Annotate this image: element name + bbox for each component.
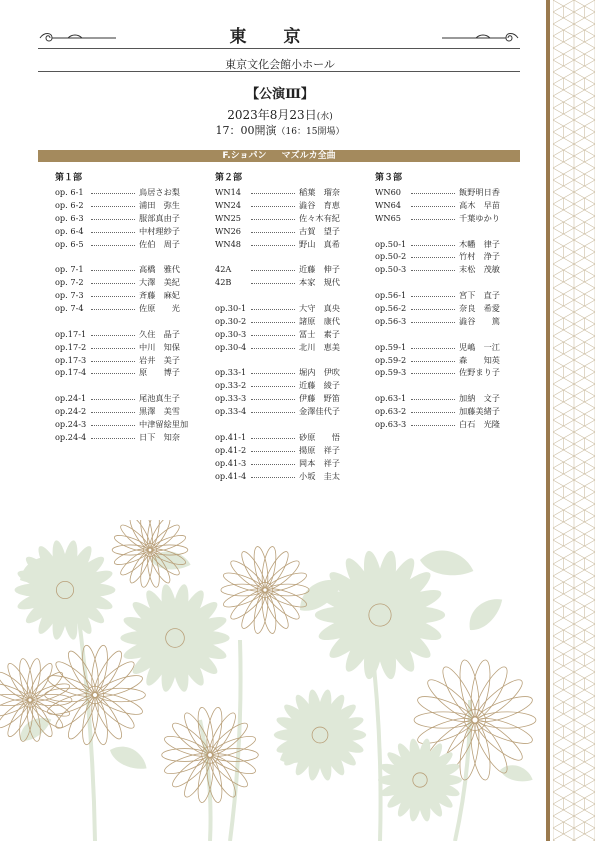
performer-name: 砂原 悟	[299, 431, 340, 442]
opus-number: WN26	[215, 225, 241, 236]
opus-number: WN24	[215, 199, 241, 210]
opus-number: op. 6-4	[55, 225, 84, 236]
start-time: 17：00開演	[215, 124, 277, 137]
performer-name: 本家 規代	[299, 277, 340, 288]
row-spacer	[55, 250, 190, 263]
left-flourish-icon	[38, 30, 118, 44]
performer-name: 高橋 雅代	[139, 264, 180, 275]
program-row	[55, 263, 190, 276]
row-spacer	[375, 379, 510, 392]
opus-number: op. 6-5	[55, 238, 84, 249]
performer-name: 斉藤 麻妃	[139, 290, 180, 301]
program-row	[215, 315, 350, 328]
part-2-column	[215, 170, 350, 482]
right-flourish-icon	[440, 30, 520, 44]
opus-number: op.30-2	[215, 315, 247, 326]
leader-dots	[411, 412, 455, 413]
performer-name: 黒澤 美雪	[139, 406, 180, 417]
program-row	[55, 354, 190, 367]
row-spacer	[215, 250, 350, 263]
opus-number: op.63-2	[375, 406, 407, 417]
performer-name: 中津留絵里加	[139, 419, 189, 430]
opus-number: 42A	[215, 264, 232, 275]
program-row	[215, 470, 350, 483]
program-row	[375, 392, 510, 405]
program-row	[375, 199, 510, 212]
performer-name: 稲葉 瑠奈	[299, 187, 340, 197]
program-row	[55, 225, 190, 238]
header-rule-bottom	[38, 71, 520, 72]
opus-number: WN64	[375, 199, 401, 210]
leader-dots	[411, 296, 455, 297]
program-row	[375, 289, 510, 302]
performer-name: 諸原 康代	[299, 315, 340, 326]
leader-dots	[91, 309, 135, 310]
opus-number: WN48	[215, 238, 241, 249]
program-row	[375, 263, 510, 276]
part-3-column	[375, 170, 510, 431]
leader-dots	[411, 219, 455, 220]
performer-name: 鳥居さお梨	[139, 187, 180, 197]
program-row	[215, 186, 350, 199]
leader-dots	[251, 270, 295, 271]
performer-name: 飯野明日香	[459, 187, 500, 197]
program-row	[375, 238, 510, 251]
leader-dots	[251, 438, 295, 439]
performer-name: 佐野まり子	[459, 367, 500, 378]
opus-number: op.30-3	[215, 328, 247, 339]
opus-number: op.50-1	[375, 238, 407, 249]
performer-name: 野山 真希	[299, 238, 340, 249]
performer-name: 加藤美緒子	[459, 406, 500, 417]
row-spacer	[55, 315, 190, 328]
composer: F.ショパン	[222, 151, 267, 161]
performer-name: 中村理紗子	[139, 225, 180, 236]
concert-time	[0, 122, 560, 138]
performer-name: 近藤 伸子	[299, 264, 340, 275]
opus-number: op.56-3	[375, 315, 407, 326]
opus-number: op.17-4	[55, 367, 87, 378]
header-rule-top	[38, 48, 520, 49]
opus-number: op.17-3	[55, 354, 87, 365]
performer-name: 竹村 浄子	[459, 251, 500, 262]
performer-name: 金澤佳代子	[299, 406, 340, 417]
performer-name: 小坂 圭太	[299, 470, 340, 481]
program-row	[55, 341, 190, 354]
leader-dots	[91, 245, 135, 246]
program-row	[55, 276, 190, 289]
leader-dots	[91, 206, 135, 207]
part-heading: 第２部	[215, 173, 243, 183]
performer-name: 大澤 美紀	[139, 277, 180, 288]
performer-name: 近藤 綾子	[299, 380, 340, 391]
leader-dots	[251, 206, 295, 207]
program-title: マズルカ全曲	[281, 151, 336, 161]
program-row	[215, 405, 350, 418]
leader-dots	[251, 477, 295, 478]
leader-dots	[411, 361, 455, 362]
performer-name: 木幡 律子	[459, 238, 500, 249]
program-row	[55, 212, 190, 225]
opus-number: op.56-2	[375, 303, 407, 314]
program-banner	[38, 150, 520, 162]
performer-name: 佐々木有紀	[299, 212, 340, 223]
program-row	[55, 199, 190, 212]
leader-dots	[411, 309, 455, 310]
performer-name: 高木 早苗	[459, 199, 500, 210]
leader-dots	[251, 309, 295, 310]
program-row	[215, 457, 350, 470]
leader-dots	[251, 335, 295, 336]
leader-dots	[251, 464, 295, 465]
program-row	[375, 418, 510, 431]
program-row	[55, 392, 190, 405]
performer-name: 岡本 祥子	[299, 457, 340, 468]
opus-number: op.30-1	[215, 303, 247, 314]
opus-number: op. 6-1	[55, 187, 84, 197]
performer-name: 白石 光隆	[459, 419, 500, 430]
opus-number: op. 7-3	[55, 290, 84, 301]
performance-label: 【公演Ⅲ】	[246, 87, 314, 102]
program-row	[375, 366, 510, 379]
program-row	[55, 328, 190, 341]
program-row	[215, 379, 350, 392]
performer-name: 岩井 美子	[139, 354, 180, 365]
leader-dots	[251, 322, 295, 323]
opus-number: op. 7-1	[55, 264, 84, 275]
leader-dots	[251, 451, 295, 452]
leader-dots	[251, 232, 295, 233]
city-title: 東 京	[229, 27, 311, 47]
leader-dots	[251, 399, 295, 400]
leader-dots	[91, 193, 135, 194]
leader-dots	[251, 219, 295, 220]
performer-name: 尾池真生子	[139, 393, 180, 404]
performer-name: 加納 文子	[459, 393, 500, 404]
leader-dots	[91, 296, 135, 297]
opus-number: op.17-1	[55, 328, 87, 339]
leader-dots	[251, 386, 295, 387]
opus-number: op.24-1	[55, 393, 87, 404]
date-text: 2023年8月23日	[227, 108, 317, 122]
performer-name: 冨士 素子	[299, 328, 340, 339]
performer-name: 大守 真央	[299, 303, 340, 314]
row-spacer	[375, 276, 510, 289]
program-row	[375, 250, 510, 263]
program-row	[215, 276, 350, 289]
leader-dots	[411, 206, 455, 207]
opus-number: op.59-2	[375, 354, 407, 365]
program-row	[215, 366, 350, 379]
opus-number: WN60	[375, 187, 401, 197]
leader-dots	[411, 348, 455, 349]
leader-dots	[411, 257, 455, 258]
part-1-column	[55, 170, 190, 444]
leader-dots	[91, 412, 135, 413]
performer-name: 古賀 望子	[299, 225, 340, 236]
performer-name: 日下 知奈	[139, 431, 180, 442]
program-row	[55, 418, 190, 431]
opus-number: op.17-2	[55, 341, 87, 352]
opus-number: op. 7-4	[55, 303, 84, 314]
opus-number: WN65	[375, 212, 401, 223]
part-heading: 第３部	[375, 173, 403, 183]
leader-dots	[91, 361, 135, 362]
program-row	[215, 212, 350, 225]
opus-number: op. 6-2	[55, 199, 84, 210]
opus-number: op.33-3	[215, 393, 247, 404]
leader-dots	[251, 348, 295, 349]
performer-name: 堀内 伊吹	[299, 367, 340, 378]
opus-number: op.41-4	[215, 470, 247, 481]
opus-number: op.63-1	[375, 393, 407, 404]
program-row	[55, 289, 190, 302]
leader-dots	[251, 245, 295, 246]
program-row	[55, 366, 190, 379]
performer-name: 千葉ゆかり	[459, 212, 500, 223]
program-row	[55, 238, 190, 251]
opus-number: op.41-3	[215, 457, 247, 468]
leader-dots	[411, 322, 455, 323]
performer-name: 奈良 希愛	[459, 303, 500, 314]
performer-name: 佐伯 周子	[139, 238, 180, 249]
leader-dots	[251, 373, 295, 374]
program-row	[55, 405, 190, 418]
weekday: (水)	[316, 112, 333, 122]
leader-dots	[411, 270, 455, 271]
row-spacer	[215, 354, 350, 367]
chrysanthemum-illustration	[0, 520, 545, 841]
part-heading: 第１部	[55, 173, 83, 183]
opus-number: op. 6-3	[55, 212, 84, 223]
leader-dots	[91, 373, 135, 374]
program-row	[55, 302, 190, 315]
opus-number: op.50-2	[375, 251, 407, 262]
leader-dots	[411, 373, 455, 374]
row-spacer	[375, 328, 510, 341]
program-row	[215, 199, 350, 212]
row-spacer	[215, 289, 350, 302]
row-spacer	[375, 225, 510, 238]
leader-dots	[251, 283, 295, 284]
opus-number: op.59-3	[375, 367, 407, 378]
leader-dots	[251, 412, 295, 413]
opus-number: op.33-1	[215, 367, 247, 378]
opus-number: op. 7-2	[55, 277, 84, 288]
opus-number: op.33-4	[215, 406, 247, 417]
leader-dots	[411, 193, 455, 194]
program-row	[375, 186, 510, 199]
program-row	[215, 341, 350, 354]
opus-number: WN25	[215, 212, 241, 223]
program-row	[375, 315, 510, 328]
leader-dots	[91, 348, 135, 349]
program-row	[215, 328, 350, 341]
program-row	[215, 238, 350, 251]
leader-dots	[91, 425, 135, 426]
opus-number: op.24-2	[55, 406, 87, 417]
opus-number: op.59-1	[375, 341, 407, 352]
leader-dots	[91, 438, 135, 439]
opus-number: op.33-2	[215, 380, 247, 391]
program-row	[375, 212, 510, 225]
performer-name: 澁谷 篤	[459, 315, 500, 326]
hall-name: 東京文化会館小ホール	[225, 58, 335, 71]
performer-name: 原 博子	[139, 367, 180, 378]
opus-number: op.41-1	[215, 431, 247, 442]
leader-dots	[91, 399, 135, 400]
performer-name: 澁谷 育恵	[299, 199, 340, 210]
leader-dots	[411, 399, 455, 400]
leader-dots	[91, 283, 135, 284]
opus-number: op.56-1	[375, 290, 407, 301]
opus-number: op.30-4	[215, 341, 247, 352]
opus-number: op.63-3	[375, 419, 407, 430]
performer-name: 浦田 弥生	[139, 199, 180, 210]
opus-number: op.50-3	[375, 264, 407, 275]
performer-name: 佐原 光	[139, 303, 180, 314]
performer-name: 揚原 祥子	[299, 444, 340, 455]
leader-dots	[411, 245, 455, 246]
program-row	[215, 392, 350, 405]
program-row	[55, 186, 190, 199]
open-time: （16：15開場）	[276, 127, 345, 137]
performer-name: 久住 晶子	[139, 328, 180, 339]
row-spacer	[55, 379, 190, 392]
opus-number: 42B	[215, 277, 232, 288]
opus-number: WN14	[215, 187, 241, 197]
program-row	[215, 431, 350, 444]
leader-dots	[91, 232, 135, 233]
program-row	[375, 302, 510, 315]
performer-name: 北川 恵美	[299, 341, 340, 352]
performer-name: 児嶋 一江	[459, 341, 500, 352]
performer-name: 服部真由子	[139, 212, 180, 223]
program-row	[215, 225, 350, 238]
leader-dots	[411, 425, 455, 426]
opus-number: op.41-2	[215, 444, 247, 455]
leader-dots	[251, 193, 295, 194]
opus-number: op.24-4	[55, 431, 87, 442]
program-row	[375, 354, 510, 367]
leader-dots	[91, 335, 135, 336]
performer-name: 宮下 直子	[459, 290, 500, 301]
performer-name: 末松 茂敏	[459, 264, 500, 275]
performer-name: 森 知英	[459, 354, 500, 365]
performer-name: 伊藤 野笛	[299, 393, 340, 404]
opus-number: op.24-3	[55, 419, 87, 430]
program-row	[215, 302, 350, 315]
program-row	[215, 263, 350, 276]
row-spacer	[215, 418, 350, 431]
leader-dots	[91, 270, 135, 271]
program-row	[215, 444, 350, 457]
leader-dots	[91, 219, 135, 220]
performer-name: 中川 知保	[139, 341, 180, 352]
concert-date	[0, 106, 560, 123]
program-row	[375, 405, 510, 418]
program-row	[375, 341, 510, 354]
program-row	[55, 431, 190, 444]
